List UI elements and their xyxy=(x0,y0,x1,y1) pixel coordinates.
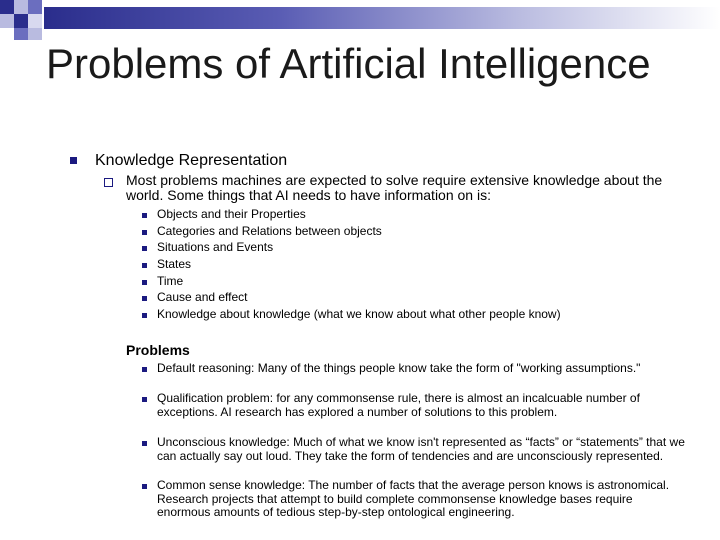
section-description: Most problems machines are expected to solve require extensive knowledge about the world. Some things that AI needs to have information on is: xyxy=(126,172,663,203)
hollow-square-bullet-icon xyxy=(104,178,113,187)
decor-square xyxy=(28,0,42,14)
square-bullet-icon xyxy=(70,157,77,164)
small-square-bullet-icon xyxy=(142,263,147,268)
decor-square xyxy=(14,14,28,28)
decor-square xyxy=(28,14,42,28)
decor-square xyxy=(14,28,28,40)
small-square-bullet-icon xyxy=(142,296,147,301)
list-item: Situations and Events xyxy=(157,240,274,254)
problem-item: Default reasoning: Many of the things people know take the form of "working assumptions." xyxy=(157,361,641,375)
small-square-bullet-icon xyxy=(142,441,147,446)
decor-square xyxy=(28,28,42,40)
small-square-bullet-icon xyxy=(142,246,147,251)
small-square-bullet-icon xyxy=(142,313,147,318)
header-gradient-bar xyxy=(44,7,720,29)
problem-item: Unconscious knowledge: Much of what we know isn't represented as “facts” or “statements” that we can actually say out loud. They take the form of tendencies and are unconsciously represented. xyxy=(157,435,685,463)
list-item: Objects and their Properties xyxy=(157,207,306,221)
header-decoration xyxy=(0,0,720,40)
decor-square xyxy=(0,14,14,28)
small-square-bullet-icon xyxy=(142,367,147,372)
list-item: Time xyxy=(157,274,184,288)
decor-square xyxy=(0,0,14,14)
list-item: Cause and effect xyxy=(157,290,248,304)
decor-square xyxy=(14,0,28,14)
small-square-bullet-icon xyxy=(142,230,147,235)
problem-item: Common sense knowledge: The number of facts that the average person knows is astronomical. Research projects that attempt to build complete commonsense knowledge bases require enormous amounts of tedious step-by-step ontological engineering. xyxy=(157,478,670,519)
slide-title: Problems of Artificial Intelligence xyxy=(46,40,651,87)
small-square-bullet-icon xyxy=(142,484,147,489)
small-square-bullet-icon xyxy=(142,280,147,285)
problems-heading: Problems xyxy=(126,342,190,358)
problem-item: Qualification problem: for any commonsense rule, there is almost an incalcuable number of exceptions. AI research has explored a number of solutions to this problem. xyxy=(157,391,640,419)
list-item: Categories and Relations between objects xyxy=(157,224,382,238)
small-square-bullet-icon xyxy=(142,397,147,402)
section-heading: Knowledge Representation xyxy=(95,152,288,169)
list-item: States xyxy=(157,257,192,271)
small-square-bullet-icon xyxy=(142,213,147,218)
list-item: Knowledge about knowledge (what we know about what other people know) xyxy=(157,307,561,321)
